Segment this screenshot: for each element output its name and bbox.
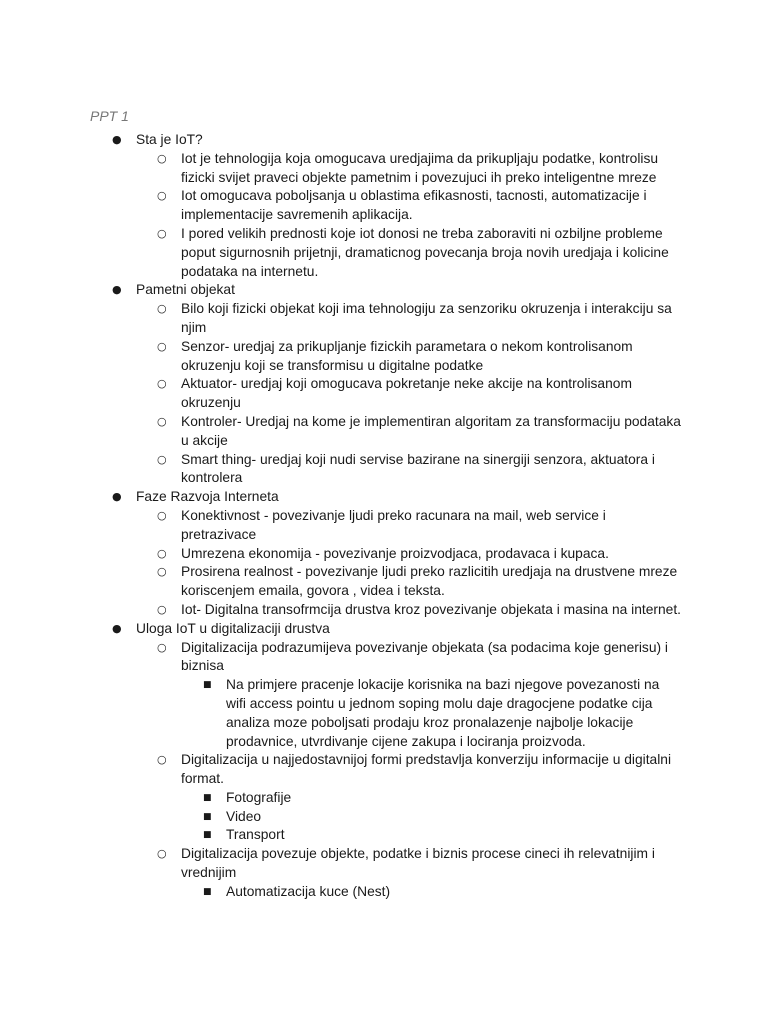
bullet-outline: [0, 131, 768, 902]
list-item-level-2: [0, 751, 768, 845]
list-item-level-2: [0, 413, 768, 451]
filled-circle-bullet-icon: ●: [112, 490, 122, 504]
nested-list: [0, 300, 768, 488]
filled-square-bullet-icon: ■: [203, 680, 212, 691]
nested-list: [0, 676, 768, 751]
hollow-circle-bullet-icon: ○: [157, 226, 167, 240]
list-item-level-3: [0, 676, 768, 751]
list-item-level-1: [0, 488, 768, 620]
list-item-text: Smart thing- uredjaj koji nudi servise bazirane na sinergiji senzora, aktuatora i kontrolera: [181, 451, 655, 486]
list-item-level-2: [0, 338, 768, 376]
list-item-level-3: [0, 808, 768, 827]
nested-list: [0, 150, 768, 282]
list-item-text: Fotografije: [226, 789, 292, 805]
list-item-text: Sta je IoT?: [136, 132, 203, 147]
list-item-text: Digitalizacija povezuje objekte, podatke i biznis procese cineci ih relevatnijim i vrednijim: [181, 846, 655, 881]
list-item-text: Automatizacija kuce (Nest): [226, 883, 391, 899]
list-item-level-2: [0, 845, 768, 901]
list-item-level-2: [0, 225, 768, 281]
filled-square-bullet-icon: ■: [203, 830, 212, 841]
hollow-circle-bullet-icon: ○: [157, 452, 167, 466]
list-item-level-2: [0, 187, 768, 225]
list-item-level-2: [0, 601, 768, 620]
list-item-text: Aktuator- uredjaj koji omogucava pokretanje neke akcije na kontrolisanom okruzenju: [181, 376, 632, 411]
filled-circle-bullet-icon: ●: [112, 283, 122, 297]
list-item-level-2: [0, 563, 768, 601]
list-item-text: Senzor- uredjaj za prikupljanje fizickih parametara o nekom kontrolisanom okruzenju koji se transformisu u digitalne podatke: [181, 338, 633, 373]
hollow-circle-bullet-icon: ○: [157, 189, 167, 203]
list-item-text: Bilo koji fizicki objekat koji ima tehnologiju za senzoriku okruzenja i interakciju sa njim: [181, 301, 672, 335]
nested-list: [0, 789, 768, 845]
hollow-circle-bullet-icon: ○: [157, 377, 167, 391]
list-item-level-3: [0, 883, 768, 902]
list-item-text: Iot omogucava poboljsanja u oblastima efikasnosti, tacnosti, automatizacije i implementacije savremenih aplikacija.: [181, 188, 647, 223]
filled-square-bullet-icon: ■: [203, 811, 212, 822]
list-item-text: Prosirena realnost - povezivanje ljudi preko razlicitih uredjaja na drustvene mreze koriscenjem emaila, govora , videa i teksta.: [181, 564, 678, 599]
list-item-text: Faze Razvoja Interneta: [136, 489, 279, 505]
hollow-circle-bullet-icon: ○: [157, 847, 167, 861]
list-item-text: Iot- Digitalna transofrmcija drustva kroz povezivanje objekata i masina na internet.: [181, 601, 681, 617]
hollow-circle-bullet-icon: ○: [157, 339, 167, 353]
list-item-text: Video: [226, 808, 262, 824]
hollow-circle-bullet-icon: ○: [157, 546, 167, 560]
filled-square-bullet-icon: ■: [203, 886, 212, 897]
list-item-level-2: [0, 451, 768, 489]
list-item-level-2: [0, 507, 768, 545]
list-item-text: Kontroler- Uredjaj na kome je implementiran algoritam za transformaciju podataka u akcije: [181, 413, 681, 448]
list-item-level-1: [0, 131, 768, 281]
list-item-level-2: [0, 300, 768, 338]
list-item-text: Umrezena ekonomija - povezivanje proizvodjaca, prodavaca i kupaca.: [181, 545, 609, 561]
nested-list: [0, 507, 768, 620]
filled-circle-bullet-icon: ●: [112, 133, 122, 146]
list-item-text: Digitalizacija u najjedostavnijoj formi predstavlja konverziju informacije u digitalni format.: [181, 752, 672, 787]
hollow-circle-bullet-icon: ○: [157, 640, 167, 654]
list-item-text: Transport: [226, 827, 285, 843]
hollow-circle-bullet-icon: ○: [157, 508, 167, 522]
list-item-level-3: [0, 826, 768, 845]
list-item-level-1: [0, 281, 768, 488]
list-item-text: I pored velikih prednosti koje iot donosi ne treba zaboraviti ni ozbiljne probleme poput sigurnosnih prijetnji, dramaticnog povecanja broja novih uredjaja i kolicine podataka na internetu.: [181, 225, 669, 279]
list-item-level-2: [0, 545, 768, 564]
hollow-circle-bullet-icon: ○: [157, 565, 167, 579]
hollow-circle-bullet-icon: ○: [157, 151, 167, 165]
list-item-level-2: [0, 150, 768, 188]
hollow-circle-bullet-icon: ○: [157, 753, 167, 767]
nested-list: [0, 883, 768, 902]
filled-circle-bullet-icon: ●: [112, 621, 122, 635]
hollow-circle-bullet-icon: ○: [157, 414, 167, 428]
list-item-text: Na primjere pracenje lokacije korisnika na bazi njegove povezanosti na wifi access pointu u jednom soping molu daje dragocjene podatke cija analiza moze poboljsati prodaju kroz pronalazenje najbolje lokacije prodavnice, utvrdivanje cijene zakupa i lociranja proizvoda.: [226, 677, 660, 749]
list-item-text: Konektivnost - povezivanje ljudi preko racunara na mail, web service i pretrazivace: [181, 507, 606, 542]
list-item-text: Digitalizacija podrazumijeva povezivanje objekata (sa podacima koje generisu) i biznisa: [181, 639, 668, 674]
nested-list: [0, 639, 768, 902]
list-item-level-1: [0, 620, 768, 902]
hollow-circle-bullet-icon: ○: [157, 602, 167, 616]
list-item-text: Pametni objekat: [136, 282, 235, 298]
filled-square-bullet-icon: ■: [203, 792, 212, 803]
list-item-text: Uloga IoT u digitalizaciji drustva: [136, 620, 330, 636]
list-item-level-2: [0, 375, 768, 413]
list-item-text: Iot je tehnologija koja omogucava uredjajima da prikupljaju podatke, kontrolisu fizicki svijet praveci objekte pametnim i povezujuci ih preko inteligentne mreze: [181, 150, 659, 185]
list-item-level-3: [0, 789, 768, 808]
page-heading: PPT 1: [90, 108, 129, 124]
hollow-circle-bullet-icon: ○: [157, 302, 167, 316]
list-item-level-2: [0, 639, 768, 752]
